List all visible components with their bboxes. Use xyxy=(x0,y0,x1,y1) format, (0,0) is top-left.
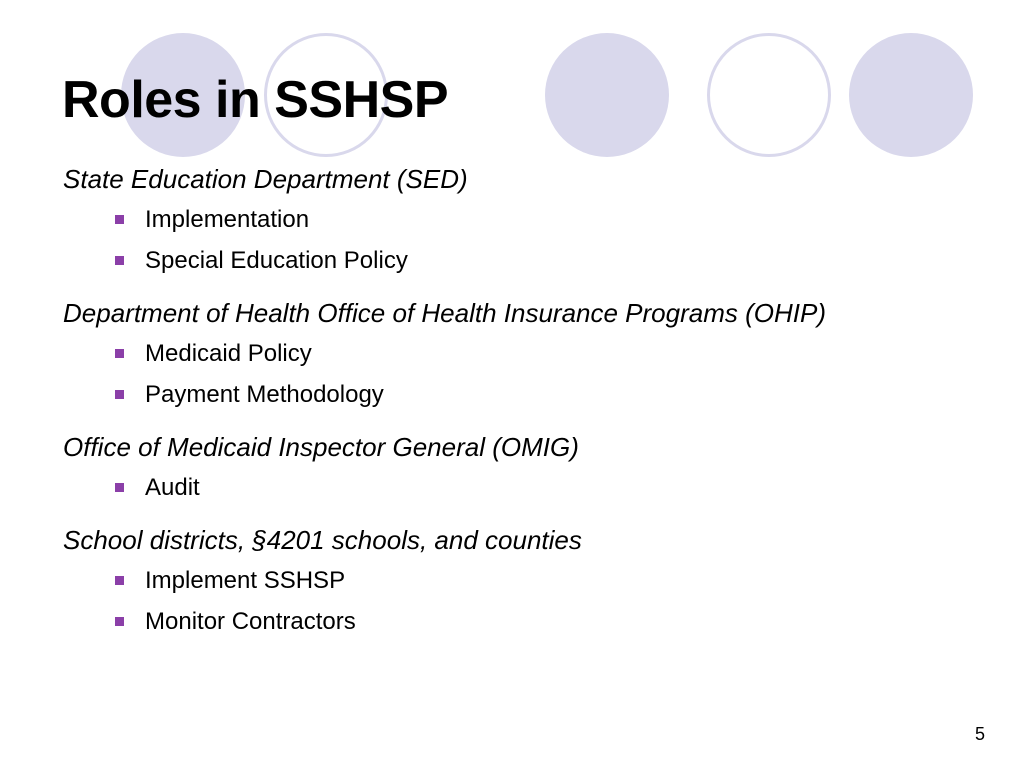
bullet-text: Implementation xyxy=(145,206,310,233)
bullet-item xyxy=(63,560,1013,601)
square-bullet-icon xyxy=(115,256,124,265)
bullet-item xyxy=(63,601,1013,642)
slide-title: Roles in SSHSP xyxy=(62,71,448,129)
group-heading: Department of Health Office of Health Insurance Programs (OHIP) xyxy=(63,298,826,328)
role-group-sed xyxy=(63,160,1013,281)
bullet-text: Monitor Contractors xyxy=(145,608,356,635)
bullet-list xyxy=(63,333,1013,415)
bullet-list xyxy=(63,199,1013,281)
bullet-item xyxy=(63,467,1013,508)
square-bullet-icon xyxy=(115,617,124,626)
decorative-circle-filled xyxy=(849,33,973,157)
decorative-circle-outline xyxy=(707,33,831,157)
bullet-text: Payment Methodology xyxy=(145,381,384,408)
square-bullet-icon xyxy=(115,215,124,224)
role-group-omig xyxy=(63,428,1013,508)
square-bullet-icon xyxy=(115,576,124,585)
page-number: 5 xyxy=(975,724,986,744)
role-group-ohip xyxy=(63,294,1013,415)
slide-body xyxy=(63,160,1013,655)
group-heading: State Education Department (SED) xyxy=(63,164,468,194)
bullet-text: Implement SSHSP xyxy=(145,567,346,594)
bullet-item xyxy=(63,333,1013,374)
square-bullet-icon xyxy=(115,349,124,358)
group-heading: Office of Medicaid Inspector General (OMIG) xyxy=(63,432,579,462)
square-bullet-icon xyxy=(115,483,124,492)
bullet-text: Special Education Policy xyxy=(145,247,408,274)
role-group-districts xyxy=(63,521,1013,642)
bullet-text: Audit xyxy=(145,474,200,501)
bullet-item xyxy=(63,240,1013,281)
decorative-circle-filled xyxy=(545,33,669,157)
bullet-item xyxy=(63,374,1013,415)
group-heading: School districts, §4201 schools, and counties xyxy=(63,525,582,555)
bullet-list xyxy=(63,560,1013,642)
square-bullet-icon xyxy=(115,390,124,399)
bullet-item xyxy=(63,199,1013,240)
bullet-text: Medicaid Policy xyxy=(145,340,312,367)
bullet-list xyxy=(63,467,1013,508)
